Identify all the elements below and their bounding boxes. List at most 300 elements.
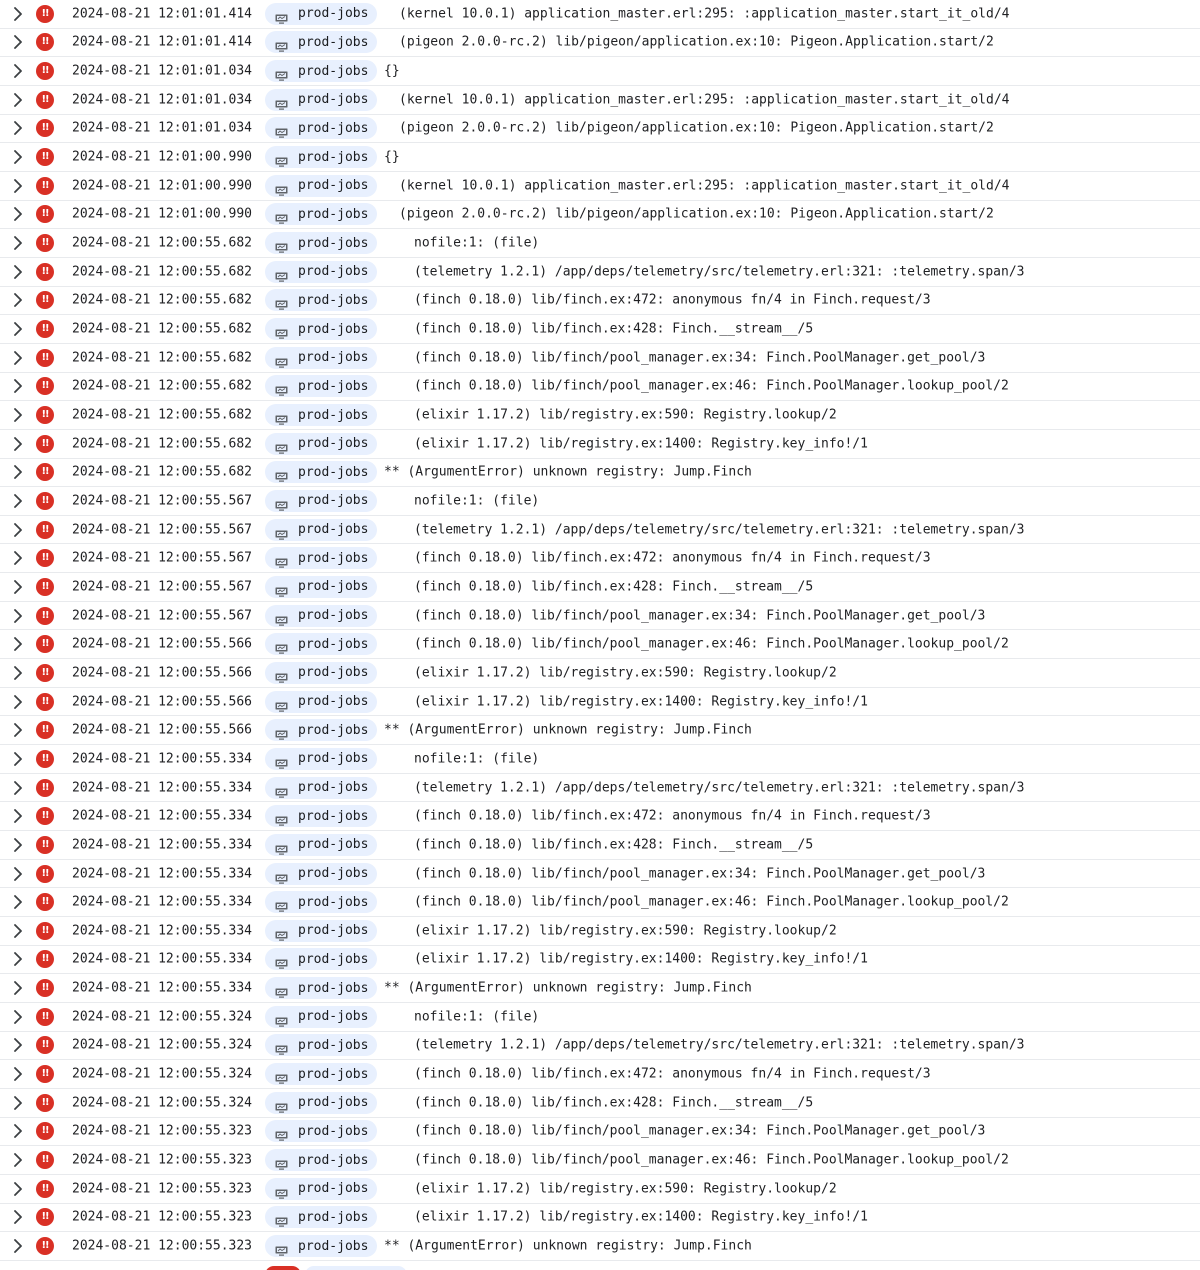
monitor-icon — [275, 1155, 288, 1165]
log-row[interactable] — [0, 287, 1200, 316]
log-summary: (telemetry 1.2.1) /app/deps/telemetry/src/telemetry.erl:321: :telemetry.span/3 — [414, 1037, 1025, 1053]
resource-chip[interactable] — [265, 1178, 377, 1200]
monitor-icon — [275, 381, 288, 391]
chevron-right-icon[interactable] — [9, 205, 27, 223]
log-row[interactable] — [0, 86, 1200, 115]
log-row[interactable] — [0, 401, 1200, 430]
log-summary: ** (ArgumentError) unknown registry: Jump.Finch — [384, 464, 752, 480]
chevron-right-icon[interactable] — [9, 33, 27, 51]
log-summary: nofile:1: (file) — [414, 493, 540, 509]
error-severity-icon: !! — [36, 836, 54, 854]
log-summary: (elixir 1.17.2) lib/registry.ex:590: Registry.lookup/2 — [414, 665, 837, 681]
monitor-icon — [275, 783, 288, 793]
resource-chip[interactable] — [265, 461, 377, 483]
log-timestamp: 2024-08-21 12:00:55.682 — [72, 350, 253, 366]
log-summary: (telemetry 1.2.1) /app/deps/telemetry/src/telemetry.erl:321: :telemetry.span/3 — [414, 522, 1025, 538]
log-summary: (finch 0.18.0) lib/finch/pool_manager.ex:46: Finch.PoolManager.lookup_pool/2 — [414, 378, 1009, 394]
resource-chip[interactable] — [265, 662, 377, 684]
log-row[interactable] — [0, 344, 1200, 373]
resource-label: prod-jobs — [298, 1181, 369, 1197]
error-severity-icon: !! — [36, 492, 54, 510]
chevron-right-icon[interactable] — [9, 807, 27, 825]
chevron-right-icon[interactable] — [9, 435, 27, 453]
resource-label: prod-jobs — [298, 464, 369, 480]
resource-chip[interactable] — [265, 1120, 377, 1142]
chevron-right-icon[interactable] — [9, 922, 27, 940]
log-row[interactable] — [0, 0, 1200, 29]
resource-label: prod-jobs — [298, 321, 369, 337]
log-row[interactable] — [0, 516, 1200, 545]
log-summary: (finch 0.18.0) lib/finch.ex:428: Finch.__stream__/5 — [414, 321, 814, 337]
resource-label: prod-jobs — [298, 1009, 369, 1025]
log-row[interactable] — [0, 229, 1200, 258]
log-timestamp: 2024-08-21 12:00:55.324 — [72, 1095, 253, 1111]
log-row[interactable] — [0, 688, 1200, 717]
chevron-right-icon[interactable] — [9, 1036, 27, 1054]
resource-label: prod-jobs — [298, 378, 369, 394]
log-timestamp: 2024-08-21 12:00:55.567 — [72, 579, 253, 595]
resource-chip[interactable] — [305, 1266, 407, 1270]
chevron-right-icon[interactable] — [9, 1151, 27, 1169]
log-summary: (elixir 1.17.2) lib/registry.ex:1400: Registry.key_info!/1 — [414, 436, 868, 452]
log-summary: nofile:1: (file) — [414, 235, 540, 251]
resource-label: prod-jobs — [298, 264, 369, 280]
log-row[interactable] — [0, 716, 1200, 745]
resource-label: prod-jobs — [298, 120, 369, 136]
resource-label: prod-jobs — [298, 579, 369, 595]
log-timestamp: 2024-08-21 12:00:55.682 — [72, 264, 253, 280]
error-severity-icon: !! — [36, 406, 54, 424]
chevron-right-icon[interactable] — [9, 1122, 27, 1140]
log-summary: (elixir 1.17.2) lib/registry.ex:1400: Registry.key_info!/1 — [414, 694, 868, 710]
log-timestamp: 2024-08-21 12:00:55.566 — [72, 694, 253, 710]
resource-chip[interactable] — [265, 1149, 377, 1171]
log-timestamp: 2024-08-21 12:00:55.323 — [72, 1152, 253, 1168]
monitor-icon — [275, 1012, 288, 1022]
monitor-icon — [275, 410, 288, 420]
log-row[interactable] — [0, 630, 1200, 659]
log-timestamp: 2024-08-21 12:00:55.682 — [72, 436, 253, 452]
log-summary: (finch 0.18.0) lib/finch/pool_manager.ex:34: Finch.PoolManager.get_pool/3 — [414, 350, 986, 366]
log-timestamp: 2024-08-21 12:00:55.682 — [72, 321, 253, 337]
resource-chip[interactable] — [265, 203, 377, 225]
chevron-right-icon[interactable] — [9, 406, 27, 424]
error-severity-icon: !! — [36, 62, 54, 80]
resource-label: prod-jobs — [298, 608, 369, 624]
log-timestamp: 2024-08-21 12:00:55.334 — [72, 980, 253, 996]
monitor-icon — [275, 1069, 288, 1079]
log-row[interactable] — [0, 745, 1200, 774]
error-severity-icon: !! — [36, 5, 54, 23]
monitor-icon — [275, 897, 288, 907]
log-summary: (finch 0.18.0) lib/finch.ex:472: anonymous fn/4 in Finch.request/3 — [414, 550, 931, 566]
log-timestamp: 2024-08-21 12:01:00.990 — [72, 149, 253, 165]
error-severity-icon: !! — [36, 1180, 54, 1198]
log-summary: (telemetry 1.2.1) /app/deps/telemetry/src/telemetry.erl:321: :telemetry.span/3 — [414, 264, 1025, 280]
log-row[interactable] — [0, 917, 1200, 946]
log-row[interactable] — [0, 1032, 1200, 1061]
log-row[interactable] — [0, 1146, 1200, 1175]
error-severity-icon: !! — [36, 33, 54, 51]
log-row[interactable] — [0, 1089, 1200, 1118]
chevron-right-icon[interactable] — [9, 721, 27, 739]
log-row[interactable] — [0, 1118, 1200, 1147]
log-timestamp: 2024-08-21 12:00:55.334 — [72, 837, 253, 853]
error-severity-icon: !! — [36, 1008, 54, 1026]
error-severity-icon: !! — [36, 950, 54, 968]
log-timestamp: 2024-08-21 12:00:55.334 — [72, 808, 253, 824]
resource-chip[interactable] — [265, 920, 377, 942]
log-summary: ** (ArgumentError) unknown registry: Jump.Finch — [384, 980, 752, 996]
log-row[interactable] — [0, 573, 1200, 602]
resource-label: prod-jobs — [298, 694, 369, 710]
log-timestamp: 2024-08-21 12:00:55.567 — [72, 550, 253, 566]
chevron-right-icon[interactable] — [9, 148, 27, 166]
resource-label: prod-jobs — [298, 1238, 369, 1254]
monitor-icon — [275, 209, 288, 219]
monitor-icon — [275, 754, 288, 764]
log-row[interactable] — [0, 258, 1200, 287]
resource-label: prod-jobs — [298, 1123, 369, 1139]
log-timestamp: 2024-08-21 12:00:55.334 — [72, 751, 253, 767]
error-severity-icon: !! — [36, 1208, 54, 1226]
chevron-right-icon[interactable] — [9, 62, 27, 80]
resource-chip[interactable] — [265, 289, 377, 311]
log-timestamp: 2024-08-21 12:00:55.682 — [72, 378, 253, 394]
log-timestamp: 2024-08-21 12:00:55.567 — [72, 608, 253, 624]
resource-label: prod-jobs — [298, 665, 369, 681]
log-summary: (elixir 1.17.2) lib/registry.ex:1400: Registry.key_info!/1 — [414, 1209, 868, 1225]
error-severity-icon: !! — [36, 377, 54, 395]
log-timestamp: 2024-08-21 12:00:55.566 — [72, 665, 253, 681]
chevron-right-icon[interactable] — [9, 291, 27, 309]
error-severity-icon: !! — [36, 349, 54, 367]
resource-label: prod-jobs — [298, 780, 369, 796]
resource-chip[interactable] — [265, 777, 377, 799]
error-severity-icon: !! — [36, 979, 54, 997]
resource-chip[interactable] — [265, 1006, 377, 1028]
chevron-right-icon[interactable] — [9, 463, 27, 481]
log-timestamp: 2024-08-21 12:01:01.414 — [72, 6, 253, 22]
chevron-right-icon[interactable] — [9, 1237, 27, 1255]
resource-chip[interactable] — [265, 175, 377, 197]
log-row[interactable] — [0, 831, 1200, 860]
log-row[interactable] — [0, 1175, 1200, 1204]
log-row[interactable] — [0, 143, 1200, 172]
error-severity-icon: !! — [36, 721, 54, 739]
chevron-right-icon[interactable] — [9, 750, 27, 768]
resource-label: prod-jobs — [298, 550, 369, 566]
resource-chip[interactable] — [265, 1092, 377, 1114]
monitor-icon — [275, 582, 288, 592]
resource-chip[interactable] — [265, 1063, 377, 1085]
chevron-right-icon[interactable] — [9, 492, 27, 510]
resource-chip[interactable] — [265, 490, 377, 512]
log-row[interactable] — [0, 659, 1200, 688]
resource-label: prod-jobs — [298, 751, 369, 767]
error-severity-icon: !! — [36, 1122, 54, 1140]
error-severity-icon: !! — [36, 607, 54, 625]
error-severity-icon: !! — [36, 1065, 54, 1083]
error-severity-icon: !! — [36, 807, 54, 825]
monitor-icon — [275, 66, 288, 76]
error-severity-icon: !! — [36, 578, 54, 596]
resource-chip[interactable] — [265, 347, 377, 369]
resource-chip[interactable] — [265, 404, 377, 426]
resource-chip[interactable] — [265, 232, 377, 254]
log-summary: {} — [384, 63, 400, 79]
resource-chip[interactable] — [265, 863, 377, 885]
log-summary: (finch 0.18.0) lib/finch.ex:472: anonymous fn/4 in Finch.request/3 — [414, 292, 931, 308]
resource-chip[interactable] — [265, 433, 377, 455]
error-severity-icon: !! — [36, 865, 54, 883]
severity-chip — [265, 1266, 301, 1270]
resource-label: prod-jobs — [298, 493, 369, 509]
resource-label: prod-jobs — [298, 1209, 369, 1225]
log-row[interactable] — [0, 459, 1200, 488]
log-row[interactable] — [0, 1204, 1200, 1233]
resource-chip[interactable] — [265, 318, 377, 340]
log-row[interactable] — [0, 802, 1200, 831]
log-summary: (finch 0.18.0) lib/finch.ex:428: Finch.__stream__/5 — [414, 837, 814, 853]
resource-chip[interactable] — [265, 31, 377, 53]
chevron-right-icon[interactable] — [9, 521, 27, 539]
chevron-right-icon[interactable] — [9, 1065, 27, 1083]
log-summary: nofile:1: (file) — [414, 751, 540, 767]
error-severity-icon: !! — [36, 893, 54, 911]
log-row[interactable] — [0, 544, 1200, 573]
log-summary: (elixir 1.17.2) lib/registry.ex:1400: Registry.key_info!/1 — [414, 951, 868, 967]
monitor-icon — [275, 295, 288, 305]
resource-chip[interactable] — [265, 60, 377, 82]
chevron-right-icon[interactable] — [9, 177, 27, 195]
chevron-right-icon[interactable] — [9, 1008, 27, 1026]
log-row[interactable] — [0, 115, 1200, 144]
monitor-icon — [275, 238, 288, 248]
error-severity-icon: !! — [36, 119, 54, 137]
resource-label: prod-jobs — [298, 149, 369, 165]
error-severity-icon: !! — [36, 922, 54, 940]
chevron-right-icon[interactable] — [9, 693, 27, 711]
chevron-right-icon[interactable] — [9, 635, 27, 653]
chevron-right-icon[interactable] — [9, 607, 27, 625]
log-summary: (elixir 1.17.2) lib/registry.ex:590: Registry.lookup/2 — [414, 1181, 837, 1197]
log-row[interactable] — [0, 1232, 1200, 1261]
monitor-icon — [275, 611, 288, 621]
resource-chip[interactable] — [265, 547, 377, 569]
log-timestamp: 2024-08-21 12:01:01.414 — [72, 34, 253, 50]
log-timestamp: 2024-08-21 12:00:55.682 — [72, 235, 253, 251]
log-summary: (finch 0.18.0) lib/finch.ex:472: anonymous fn/4 in Finch.request/3 — [414, 808, 931, 824]
monitor-icon — [275, 725, 288, 735]
resource-chip[interactable] — [265, 3, 377, 25]
resource-chip[interactable] — [265, 1235, 377, 1257]
resource-chip[interactable] — [265, 977, 377, 999]
resource-label: prod-jobs — [298, 206, 369, 222]
resource-chip[interactable] — [265, 834, 377, 856]
log-timestamp: 2024-08-21 12:00:55.682 — [72, 292, 253, 308]
resource-label: prod-jobs — [298, 350, 369, 366]
resource-chip[interactable] — [265, 948, 377, 970]
resource-label: prod-jobs — [298, 178, 369, 194]
resource-chip[interactable] — [265, 117, 377, 139]
chevron-right-icon[interactable] — [9, 779, 27, 797]
log-summary: (finch 0.18.0) lib/finch/pool_manager.ex:34: Finch.PoolManager.get_pool/3 — [414, 608, 986, 624]
log-timestamp: 2024-08-21 12:00:55.334 — [72, 780, 253, 796]
monitor-icon — [275, 553, 288, 563]
resource-label: prod-jobs — [298, 866, 369, 882]
log-timestamp: 2024-08-21 12:00:55.324 — [72, 1066, 253, 1082]
log-timestamp: 2024-08-21 12:01:01.034 — [72, 92, 253, 108]
log-row[interactable] — [0, 172, 1200, 201]
log-timestamp: 2024-08-21 12:00:55.323 — [72, 1238, 253, 1254]
error-severity-icon: !! — [36, 177, 54, 195]
error-severity-icon: !! — [36, 1036, 54, 1054]
resource-label: prod-jobs — [298, 808, 369, 824]
error-severity-icon: !! — [36, 320, 54, 338]
monitor-icon — [275, 869, 288, 879]
monitor-icon — [275, 954, 288, 964]
log-timestamp: 2024-08-21 12:00:55.682 — [72, 464, 253, 480]
resource-label: prod-jobs — [298, 894, 369, 910]
resource-label: prod-jobs — [298, 1037, 369, 1053]
log-row[interactable] — [0, 57, 1200, 86]
chevron-right-icon[interactable] — [9, 377, 27, 395]
log-summary: {} — [384, 149, 400, 165]
log-summary: (telemetry 1.2.1) /app/deps/telemetry/src/telemetry.erl:321: :telemetry.span/3 — [414, 780, 1025, 796]
error-severity-icon: !! — [36, 664, 54, 682]
log-row[interactable] — [0, 774, 1200, 803]
monitor-icon — [275, 267, 288, 277]
resource-chip[interactable] — [265, 691, 377, 713]
log-summary: (finch 0.18.0) lib/finch/pool_manager.ex:46: Finch.PoolManager.lookup_pool/2 — [414, 636, 1009, 652]
resource-chip[interactable] — [265, 1034, 377, 1056]
log-row[interactable] — [0, 860, 1200, 889]
chevron-right-icon[interactable] — [9, 836, 27, 854]
resource-chip[interactable] — [265, 519, 377, 541]
log-timestamp: 2024-08-21 12:01:00.990 — [72, 206, 253, 222]
log-row[interactable] — [0, 487, 1200, 516]
log-summary: nofile:1: (file) — [414, 1009, 540, 1025]
chevron-right-icon[interactable] — [9, 119, 27, 137]
monitor-icon — [275, 123, 288, 133]
resource-chip[interactable] — [265, 89, 377, 111]
resource-label: prod-jobs — [298, 92, 369, 108]
resource-chip[interactable] — [265, 805, 377, 827]
log-summary: (elixir 1.17.2) lib/registry.ex:590: Registry.lookup/2 — [414, 923, 837, 939]
chevron-right-icon[interactable] — [9, 893, 27, 911]
chevron-right-icon[interactable] — [9, 1094, 27, 1112]
error-severity-icon: !! — [36, 635, 54, 653]
resource-label: prod-jobs — [298, 636, 369, 652]
resource-chip[interactable] — [265, 891, 377, 913]
chevron-right-icon[interactable] — [9, 91, 27, 109]
log-row[interactable] — [0, 430, 1200, 459]
log-timestamp: 2024-08-21 12:00:55.566 — [72, 636, 253, 652]
chevron-right-icon[interactable] — [9, 578, 27, 596]
resource-chip[interactable] — [265, 719, 377, 741]
log-timestamp: 2024-08-21 12:00:55.323 — [72, 1209, 253, 1225]
log-row[interactable] — [0, 201, 1200, 230]
log-timestamp: 2024-08-21 12:00:55.323 — [72, 1123, 253, 1139]
resource-chip[interactable] — [265, 633, 377, 655]
resource-label: prod-jobs — [298, 980, 369, 996]
log-timestamp: 2024-08-21 12:00:55.334 — [72, 923, 253, 939]
log-timestamp: 2024-08-21 12:00:55.324 — [72, 1037, 253, 1053]
log-row[interactable] — [0, 29, 1200, 58]
error-severity-icon: !! — [36, 1151, 54, 1169]
log-summary: (kernel 10.0.1) application_master.erl:295: :application_master.start_it_old/4 — [399, 92, 1010, 108]
log-row[interactable] — [0, 373, 1200, 402]
log-summary: (finch 0.18.0) lib/finch/pool_manager.ex:46: Finch.PoolManager.lookup_pool/2 — [414, 894, 1009, 910]
monitor-icon — [275, 697, 288, 707]
resource-chip[interactable] — [265, 146, 377, 168]
log-row[interactable] — [0, 888, 1200, 917]
chevron-right-icon[interactable] — [9, 1208, 27, 1226]
log-row[interactable] — [0, 315, 1200, 344]
resource-chip[interactable] — [265, 576, 377, 598]
error-severity-icon: !! — [36, 1237, 54, 1255]
log-summary: (finch 0.18.0) lib/finch.ex:428: Finch.__stream__/5 — [414, 1095, 814, 1111]
resource-chip[interactable] — [265, 605, 377, 627]
resource-chip[interactable] — [265, 375, 377, 397]
resource-label: prod-jobs — [298, 923, 369, 939]
error-severity-icon: !! — [36, 693, 54, 711]
log-timestamp: 2024-08-21 12:00:55.566 — [72, 722, 253, 738]
resource-chip[interactable] — [265, 748, 377, 770]
log-row[interactable] — [0, 946, 1200, 975]
partial-log-row[interactable] — [0, 1262, 1200, 1270]
chevron-right-icon[interactable] — [9, 950, 27, 968]
log-summary: (finch 0.18.0) lib/finch.ex:472: anonymous fn/4 in Finch.request/3 — [414, 1066, 931, 1082]
chevron-right-icon[interactable] — [9, 234, 27, 252]
log-row[interactable] — [0, 602, 1200, 631]
monitor-icon — [275, 525, 288, 535]
resource-label: prod-jobs — [298, 1152, 369, 1168]
resource-label: prod-jobs — [298, 292, 369, 308]
monitor-icon — [275, 353, 288, 363]
error-severity-icon: !! — [36, 521, 54, 539]
monitor-icon — [275, 152, 288, 162]
monitor-icon — [275, 9, 288, 19]
chevron-right-icon[interactable] — [9, 5, 27, 23]
log-row[interactable] — [0, 1003, 1200, 1032]
log-row[interactable] — [0, 974, 1200, 1003]
monitor-icon — [275, 1040, 288, 1050]
log-timestamp: 2024-08-21 12:00:55.682 — [72, 407, 253, 423]
resource-label: prod-jobs — [298, 722, 369, 738]
chevron-right-icon[interactable] — [9, 549, 27, 567]
resource-chip[interactable] — [265, 1206, 377, 1228]
error-severity-icon: !! — [36, 263, 54, 281]
chevron-right-icon[interactable] — [9, 664, 27, 682]
chevron-right-icon[interactable] — [9, 865, 27, 883]
chevron-right-icon[interactable] — [9, 349, 27, 367]
error-severity-icon: !! — [36, 463, 54, 481]
monitor-icon — [275, 1241, 288, 1251]
chevron-right-icon[interactable] — [9, 320, 27, 338]
log-row[interactable] — [0, 1060, 1200, 1089]
log-summary: (kernel 10.0.1) application_master.erl:295: :application_master.start_it_old/4 — [399, 6, 1010, 22]
chevron-right-icon[interactable] — [9, 979, 27, 997]
monitor-icon — [275, 1098, 288, 1108]
chevron-right-icon[interactable] — [9, 263, 27, 281]
chevron-right-icon[interactable] — [9, 1180, 27, 1198]
error-severity-icon: !! — [36, 205, 54, 223]
log-timestamp: 2024-08-21 12:00:55.334 — [72, 894, 253, 910]
resource-chip[interactable] — [265, 261, 377, 283]
monitor-icon — [275, 324, 288, 334]
